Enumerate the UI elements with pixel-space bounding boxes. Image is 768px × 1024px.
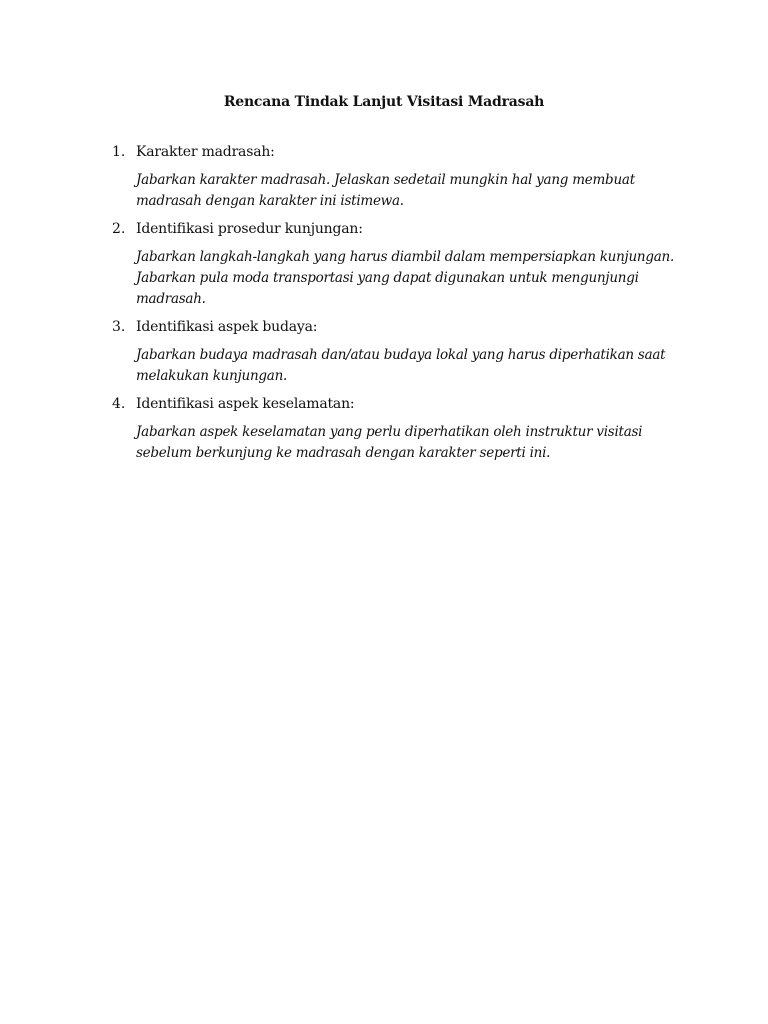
item-number: 1. xyxy=(112,144,126,160)
item-description: Jabarkan aspek keselamatan yang perlu diperhatikan oleh instruktur visitasi sebelum berkunjung ke madrasah dengan karakter seperti ini. xyxy=(136,424,643,461)
item-heading: Identifikasi prosedur kunjungan: xyxy=(136,221,363,237)
item-heading: Identifikasi aspek keselamatan: xyxy=(136,396,355,412)
list-item xyxy=(112,219,682,310)
item-heading: Karakter madrasah: xyxy=(136,144,275,160)
list-item xyxy=(112,317,682,387)
item-description: Jabarkan budaya madrasah dan/atau budaya lokal yang harus diperhatikan saat melakukan kunjungan. xyxy=(136,347,666,384)
item-number: 2. xyxy=(112,221,126,237)
item-number: 3. xyxy=(112,319,126,335)
numbered-list xyxy=(112,142,682,471)
document-title: Rencana Tindak Lanjut Visitasi Madrasah xyxy=(223,94,545,110)
item-heading: Identifikasi aspek budaya: xyxy=(136,319,318,335)
list-item xyxy=(112,142,682,212)
item-description: Jabarkan langkah-langkah yang harus diambil dalam mempersiapkan kunjungan. Jabarkan pula moda transportasi yang dapat digunakan untuk mengunjungi madrasah. xyxy=(136,249,675,307)
item-number: 4. xyxy=(112,396,126,412)
list-item xyxy=(112,394,682,464)
item-description: Jabarkan karakter madrasah. Jelaskan sedetail mungkin hal yang membuat madrasah dengan karakter ini istimewa. xyxy=(136,172,635,209)
